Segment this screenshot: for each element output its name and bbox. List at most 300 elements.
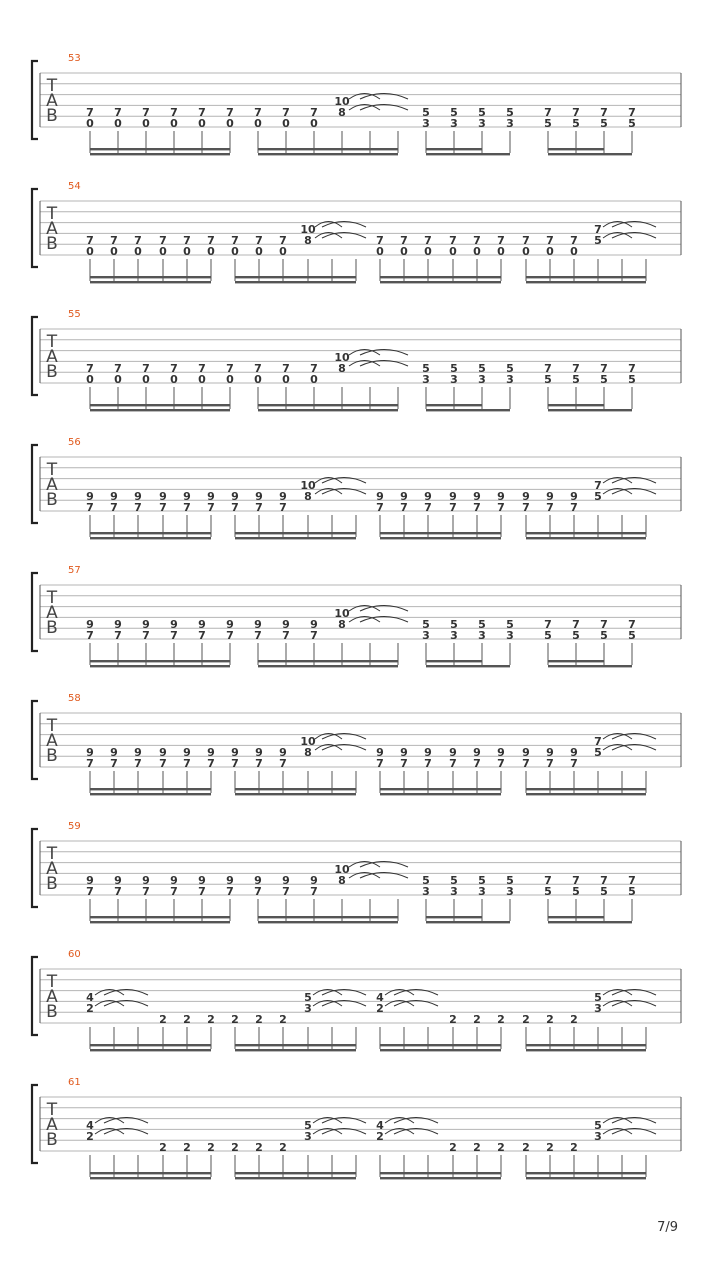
beam-secondary — [380, 788, 501, 790]
fret-number: 3 — [450, 117, 458, 130]
beam-secondary — [548, 404, 604, 406]
beam-primary — [426, 921, 510, 923]
measure-number: 55 — [68, 309, 81, 320]
fret-number: 0 — [86, 117, 94, 130]
beam-primary — [235, 1177, 356, 1179]
beam-primary — [90, 409, 230, 411]
fret-number: 4 — [376, 1119, 384, 1132]
beam-secondary — [235, 532, 356, 534]
tab-clef-letter-b: B — [46, 618, 58, 638]
fret-number: 10 — [300, 479, 316, 492]
beam-primary — [548, 153, 632, 155]
tab-clef-letter-t: T — [46, 588, 58, 608]
fret-number: 2 — [207, 1141, 215, 1154]
fret-number: 5 — [594, 746, 602, 759]
beam-primary — [426, 409, 510, 411]
fret-number: 0 — [114, 373, 122, 386]
fret-number: 7 — [114, 629, 122, 642]
tab-system-53 — [32, 53, 681, 155]
fret-number: 9 — [570, 746, 578, 759]
beam-secondary — [380, 276, 501, 278]
fret-number: 0 — [142, 117, 150, 130]
fret-number: 2 — [207, 1013, 215, 1026]
fret-number: 7 — [546, 234, 554, 247]
fret-number: 9 — [134, 490, 142, 503]
fret-number: 7 — [255, 501, 263, 514]
fret-number: 9 — [449, 490, 457, 503]
fret-number: 7 — [497, 501, 505, 514]
fret-number: 7 — [522, 234, 530, 247]
fret-number: 7 — [226, 362, 234, 375]
beam-secondary — [235, 788, 356, 790]
fret-number: 8 — [338, 106, 346, 119]
tab-clef-letter-t: T — [46, 716, 58, 736]
beam-secondary — [235, 1044, 356, 1046]
fret-number: 7 — [183, 234, 191, 247]
fret-number: 3 — [478, 629, 486, 642]
fret-number: 2 — [231, 1141, 239, 1154]
fret-number: 7 — [572, 362, 580, 375]
fret-number: 10 — [300, 735, 316, 748]
beam-secondary — [258, 148, 398, 150]
fret-number: 9 — [110, 490, 118, 503]
fret-number: 7 — [226, 885, 234, 898]
fret-number: 9 — [255, 490, 263, 503]
fret-number: 2 — [522, 1013, 530, 1026]
page-number: 7/9 — [657, 1220, 678, 1235]
beam-secondary — [548, 916, 604, 918]
beam-secondary — [526, 532, 646, 534]
beam-primary — [90, 1177, 211, 1179]
beam-primary — [380, 281, 501, 283]
fret-number: 7 — [600, 874, 608, 887]
fret-number: 0 — [570, 245, 578, 258]
beam-primary — [526, 537, 646, 539]
fret-number: 7 — [376, 234, 384, 247]
beam-primary — [258, 153, 398, 155]
beam-secondary — [258, 404, 398, 406]
fret-number: 9 — [400, 746, 408, 759]
fret-number: 3 — [450, 885, 458, 898]
fret-number: 4 — [86, 1119, 94, 1132]
fret-number: 7 — [497, 757, 505, 770]
fret-number: 7 — [544, 874, 552, 887]
system-bracket — [32, 61, 38, 139]
fret-number: 7 — [310, 885, 318, 898]
fret-number: 7 — [159, 234, 167, 247]
fret-number: 9 — [183, 490, 191, 503]
fret-number: 5 — [628, 885, 636, 898]
fret-number: 2 — [159, 1141, 167, 1154]
fret-number: 3 — [304, 1130, 312, 1143]
fret-number: 5 — [478, 618, 486, 631]
fret-number: 0 — [376, 245, 384, 258]
fret-number: 0 — [254, 373, 262, 386]
beam-secondary — [526, 276, 646, 278]
fret-number: 9 — [86, 874, 94, 887]
beam-secondary — [90, 660, 230, 662]
fret-number: 9 — [226, 618, 234, 631]
fret-number: 9 — [198, 874, 206, 887]
beam-secondary — [90, 1172, 211, 1174]
fret-number: 5 — [594, 991, 602, 1004]
fret-number: 9 — [114, 874, 122, 887]
fret-number: 5 — [422, 106, 430, 119]
fret-number: 2 — [255, 1013, 263, 1026]
beam-primary — [90, 153, 230, 155]
fret-number: 9 — [376, 746, 384, 759]
fret-number: 0 — [310, 117, 318, 130]
fret-number: 5 — [572, 629, 580, 642]
fret-number: 7 — [594, 479, 602, 492]
fret-number: 7 — [226, 106, 234, 119]
fret-number: 2 — [473, 1141, 481, 1154]
tab-clef-letter-a: A — [46, 1115, 58, 1135]
system-bracket — [32, 573, 38, 651]
beam-secondary — [426, 660, 482, 662]
fret-number: 9 — [279, 746, 287, 759]
fret-number: 2 — [449, 1141, 457, 1154]
beam-primary — [90, 1049, 211, 1051]
fret-number: 9 — [159, 746, 167, 759]
fret-number: 5 — [594, 490, 602, 503]
fret-number: 9 — [110, 746, 118, 759]
fret-number: 7 — [134, 234, 142, 247]
fret-number: 7 — [282, 106, 290, 119]
beam-secondary — [90, 532, 211, 534]
fret-number: 2 — [570, 1013, 578, 1026]
fret-number: 7 — [282, 885, 290, 898]
fret-number: 8 — [304, 234, 312, 247]
tab-system-57 — [32, 565, 681, 667]
fret-number: 10 — [334, 607, 350, 620]
fret-number: 4 — [376, 991, 384, 1004]
beam-primary — [548, 921, 632, 923]
beam-secondary — [90, 1044, 211, 1046]
tab-clef-letter-a: A — [46, 475, 58, 495]
fret-number: 9 — [310, 874, 318, 887]
system-bracket — [32, 701, 38, 779]
fret-number: 2 — [449, 1013, 457, 1026]
beam-primary — [526, 793, 646, 795]
fret-number: 9 — [86, 618, 94, 631]
fret-number: 0 — [226, 373, 234, 386]
fret-number: 5 — [478, 362, 486, 375]
fret-number: 9 — [207, 490, 215, 503]
beam-primary — [90, 537, 211, 539]
tab-clef-letter-a: A — [46, 219, 58, 239]
fret-number: 9 — [207, 746, 215, 759]
fret-number: 7 — [522, 757, 530, 770]
fret-number: 7 — [424, 234, 432, 247]
fret-number: 7 — [142, 362, 150, 375]
fret-number: 5 — [506, 618, 514, 631]
fret-number: 9 — [449, 746, 457, 759]
fret-number: 9 — [183, 746, 191, 759]
fret-number: 7 — [600, 362, 608, 375]
fret-number: 7 — [473, 501, 481, 514]
fret-number: 10 — [300, 223, 316, 236]
fret-number: 7 — [226, 629, 234, 642]
fret-number: 7 — [183, 757, 191, 770]
fret-number: 8 — [304, 490, 312, 503]
beam-secondary — [426, 404, 482, 406]
system-bracket — [32, 317, 38, 395]
fret-number: 7 — [198, 629, 206, 642]
fret-number: 0 — [226, 117, 234, 130]
fret-number: 5 — [506, 362, 514, 375]
fret-number: 7 — [600, 618, 608, 631]
fret-number: 5 — [506, 106, 514, 119]
fret-number: 3 — [506, 629, 514, 642]
fret-number: 7 — [376, 757, 384, 770]
fret-number: 7 — [86, 629, 94, 642]
fret-number: 0 — [279, 245, 287, 258]
tab-system-58 — [32, 693, 681, 795]
beam-secondary — [526, 1044, 646, 1046]
beam-primary — [548, 665, 632, 667]
fret-number: 5 — [506, 874, 514, 887]
fret-number: 0 — [207, 245, 215, 258]
fret-number: 5 — [422, 618, 430, 631]
fret-number: 7 — [310, 362, 318, 375]
fret-number: 2 — [183, 1013, 191, 1026]
fret-number: 7 — [628, 106, 636, 119]
fret-number: 3 — [594, 1130, 602, 1143]
fret-number: 7 — [570, 234, 578, 247]
fret-number: 9 — [570, 490, 578, 503]
fret-number: 0 — [424, 245, 432, 258]
fret-number: 7 — [473, 234, 481, 247]
fret-number: 7 — [594, 735, 602, 748]
fret-number: 7 — [570, 501, 578, 514]
beam-primary — [380, 537, 501, 539]
tab-clef-letter-t: T — [46, 332, 58, 352]
measure-number: 60 — [68, 949, 81, 960]
fret-number: 5 — [478, 874, 486, 887]
fret-number: 0 — [134, 245, 142, 258]
fret-number: 5 — [544, 117, 552, 130]
fret-number: 3 — [478, 885, 486, 898]
beam-primary — [90, 793, 211, 795]
tab-clef-letter-a: A — [46, 731, 58, 751]
fret-number: 5 — [422, 362, 430, 375]
fret-number: 7 — [86, 362, 94, 375]
tab-system-61 — [32, 1077, 681, 1179]
fret-number: 7 — [310, 629, 318, 642]
beam-primary — [235, 537, 356, 539]
fret-number: 7 — [86, 501, 94, 514]
fret-number: 2 — [497, 1013, 505, 1026]
fret-number: 0 — [198, 117, 206, 130]
fret-number: 7 — [310, 106, 318, 119]
fret-number: 3 — [422, 373, 430, 386]
fret-number: 5 — [544, 885, 552, 898]
system-bracket — [32, 445, 38, 523]
beam-primary — [380, 1177, 501, 1179]
fret-number: 0 — [170, 373, 178, 386]
fret-number: 2 — [183, 1141, 191, 1154]
tab-clef-letter-t: T — [46, 76, 58, 96]
fret-number: 5 — [628, 629, 636, 642]
fret-number: 7 — [110, 234, 118, 247]
beam-secondary — [90, 404, 230, 406]
measure-number: 53 — [68, 53, 81, 64]
fret-number: 7 — [376, 501, 384, 514]
fret-number: 0 — [255, 245, 263, 258]
fret-number: 2 — [570, 1141, 578, 1154]
fret-number: 3 — [506, 373, 514, 386]
tab-clef-letter-a: A — [46, 987, 58, 1007]
fret-number: 5 — [600, 629, 608, 642]
fret-number: 5 — [544, 373, 552, 386]
fret-number: 7 — [628, 362, 636, 375]
fret-number: 7 — [159, 757, 167, 770]
fret-number: 9 — [170, 874, 178, 887]
fret-number: 9 — [142, 874, 150, 887]
beam-secondary — [90, 916, 230, 918]
fret-number: 9 — [400, 490, 408, 503]
beam-secondary — [526, 1172, 646, 1174]
fret-number: 5 — [594, 1119, 602, 1132]
beam-primary — [526, 281, 646, 283]
fret-number: 0 — [282, 117, 290, 130]
fret-number: 3 — [478, 117, 486, 130]
beam-primary — [258, 665, 398, 667]
fret-number: 3 — [478, 373, 486, 386]
fret-number: 2 — [546, 1141, 554, 1154]
fret-number: 2 — [497, 1141, 505, 1154]
fret-number: 7 — [282, 629, 290, 642]
tab-clef-letter-t: T — [46, 204, 58, 224]
measure-number: 58 — [68, 693, 81, 704]
fret-number: 7 — [544, 106, 552, 119]
fret-number: 5 — [600, 117, 608, 130]
tab-clef-letter-b: B — [46, 874, 58, 894]
fret-number: 7 — [231, 234, 239, 247]
fret-number: 3 — [450, 629, 458, 642]
beam-secondary — [258, 916, 398, 918]
fret-number: 5 — [422, 874, 430, 887]
fret-number: 7 — [424, 757, 432, 770]
measure-number: 61 — [68, 1077, 81, 1088]
fret-number: 7 — [86, 106, 94, 119]
fret-number: 7 — [255, 234, 263, 247]
beam-primary — [548, 409, 632, 411]
fret-number: 7 — [400, 234, 408, 247]
fret-number: 7 — [110, 757, 118, 770]
fret-number: 7 — [400, 501, 408, 514]
fret-number: 7 — [183, 501, 191, 514]
beam-secondary — [235, 1172, 356, 1174]
fret-number: 7 — [570, 757, 578, 770]
fret-number: 9 — [522, 490, 530, 503]
fret-number: 7 — [254, 106, 262, 119]
fret-number: 7 — [142, 885, 150, 898]
fret-number: 2 — [522, 1141, 530, 1154]
fret-number: 3 — [506, 885, 514, 898]
fret-number: 9 — [473, 490, 481, 503]
fret-number: 3 — [422, 885, 430, 898]
tab-clef-letter-a: A — [46, 603, 58, 623]
fret-number: 3 — [450, 373, 458, 386]
fret-number: 7 — [110, 501, 118, 514]
fret-number: 7 — [497, 234, 505, 247]
fret-number: 0 — [254, 117, 262, 130]
fret-number: 7 — [86, 885, 94, 898]
fret-number: 7 — [279, 234, 287, 247]
beam-secondary — [90, 148, 230, 150]
tab-clef-letter-b: B — [46, 746, 58, 766]
fret-number: 9 — [142, 618, 150, 631]
fret-number: 10 — [334, 351, 350, 364]
fret-number: 9 — [86, 490, 94, 503]
fret-number: 5 — [304, 991, 312, 1004]
beam-primary — [426, 153, 510, 155]
fret-number: 0 — [282, 373, 290, 386]
fret-number: 9 — [134, 746, 142, 759]
fret-number: 9 — [279, 490, 287, 503]
beam-secondary — [426, 916, 482, 918]
fret-number: 9 — [231, 490, 239, 503]
beam-secondary — [235, 276, 356, 278]
beam-primary — [258, 409, 398, 411]
fret-number: 7 — [142, 106, 150, 119]
system-bracket — [32, 189, 38, 267]
fret-number: 9 — [522, 746, 530, 759]
fret-number: 3 — [422, 117, 430, 130]
fret-number: 8 — [338, 874, 346, 887]
beam-primary — [90, 281, 211, 283]
fret-number: 7 — [86, 757, 94, 770]
fret-number: 7 — [134, 757, 142, 770]
fret-number: 7 — [207, 501, 215, 514]
fret-number: 7 — [546, 757, 554, 770]
fret-number: 7 — [546, 501, 554, 514]
fret-number: 0 — [159, 245, 167, 258]
tab-clef-letter-a: A — [46, 91, 58, 111]
beam-secondary — [526, 788, 646, 790]
fret-number: 2 — [279, 1013, 287, 1026]
tab-clef-letter-b: B — [46, 1002, 58, 1022]
fret-number: 9 — [424, 490, 432, 503]
fret-number: 9 — [114, 618, 122, 631]
fret-number: 7 — [170, 362, 178, 375]
fret-number: 0 — [114, 117, 122, 130]
fret-number: 2 — [546, 1013, 554, 1026]
fret-number: 9 — [282, 874, 290, 887]
fret-number: 7 — [424, 501, 432, 514]
fret-number: 7 — [572, 874, 580, 887]
fret-number: 5 — [572, 373, 580, 386]
fret-number: 0 — [86, 373, 94, 386]
fret-number: 5 — [544, 629, 552, 642]
fret-number: 0 — [449, 245, 457, 258]
tab-clef-letter-a: A — [46, 347, 58, 367]
fret-number: 9 — [376, 490, 384, 503]
fret-number: 5 — [304, 1119, 312, 1132]
measure-number: 56 — [68, 437, 81, 448]
fret-number: 7 — [170, 885, 178, 898]
beam-primary — [90, 665, 230, 667]
fret-number: 7 — [207, 757, 215, 770]
beam-primary — [526, 1049, 646, 1051]
fret-number: 7 — [449, 234, 457, 247]
fret-number: 10 — [334, 863, 350, 876]
measure-number: 59 — [68, 821, 81, 832]
fret-number: 9 — [255, 746, 263, 759]
fret-number: 7 — [449, 757, 457, 770]
